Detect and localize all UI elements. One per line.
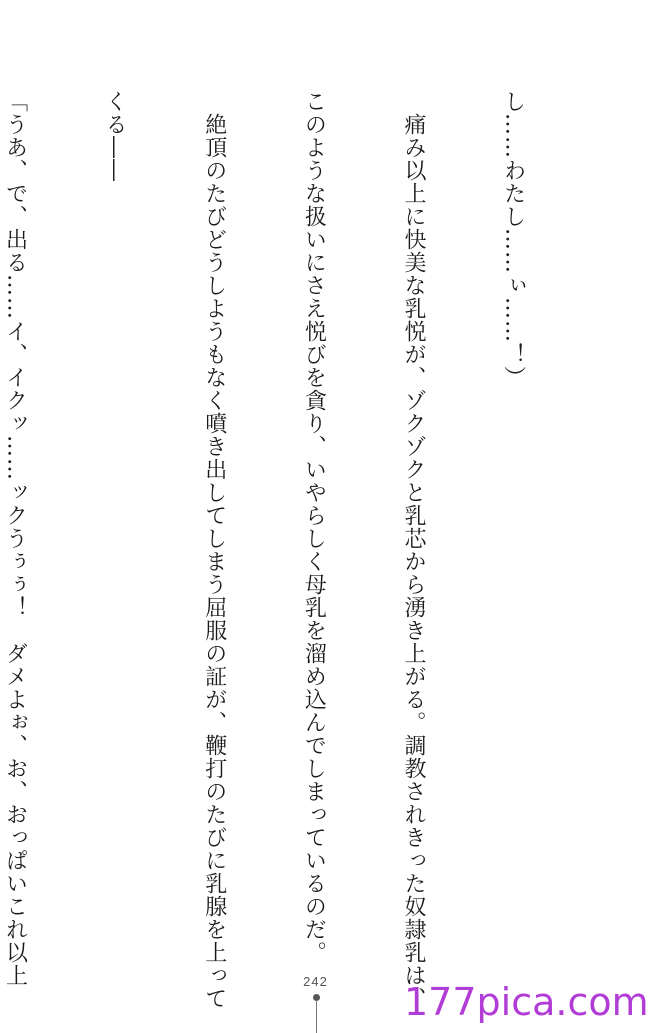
text-line: このような扱いにさえ悦びを貪り、いやらしく母乳を溜め込んでしまっているのだ。 (301, 90, 327, 964)
text-line: くる―― (102, 90, 128, 182)
text-line: 「うあ、で、出る……イ、イクッ……ックうぅぅ！ ダメよぉ、お、おっぱいこれ以上 (2, 90, 28, 987)
text-line: 絶頂のたびどうしようもなく噴き出してしまう屈服の証が、鞭打のたびに乳腺を上って (201, 90, 227, 1010)
page-marker-line (316, 1000, 317, 1033)
watermark: 177pica.com (404, 980, 649, 1024)
text-line: 痛み以上に快美な乳悦が、ゾクゾクと乳芯から湧き上がる。調教されきった奴隷乳は、 (400, 90, 426, 1010)
page-number: 242 (303, 974, 328, 989)
text-line: し……わたし……ぃ……！） (500, 90, 526, 389)
